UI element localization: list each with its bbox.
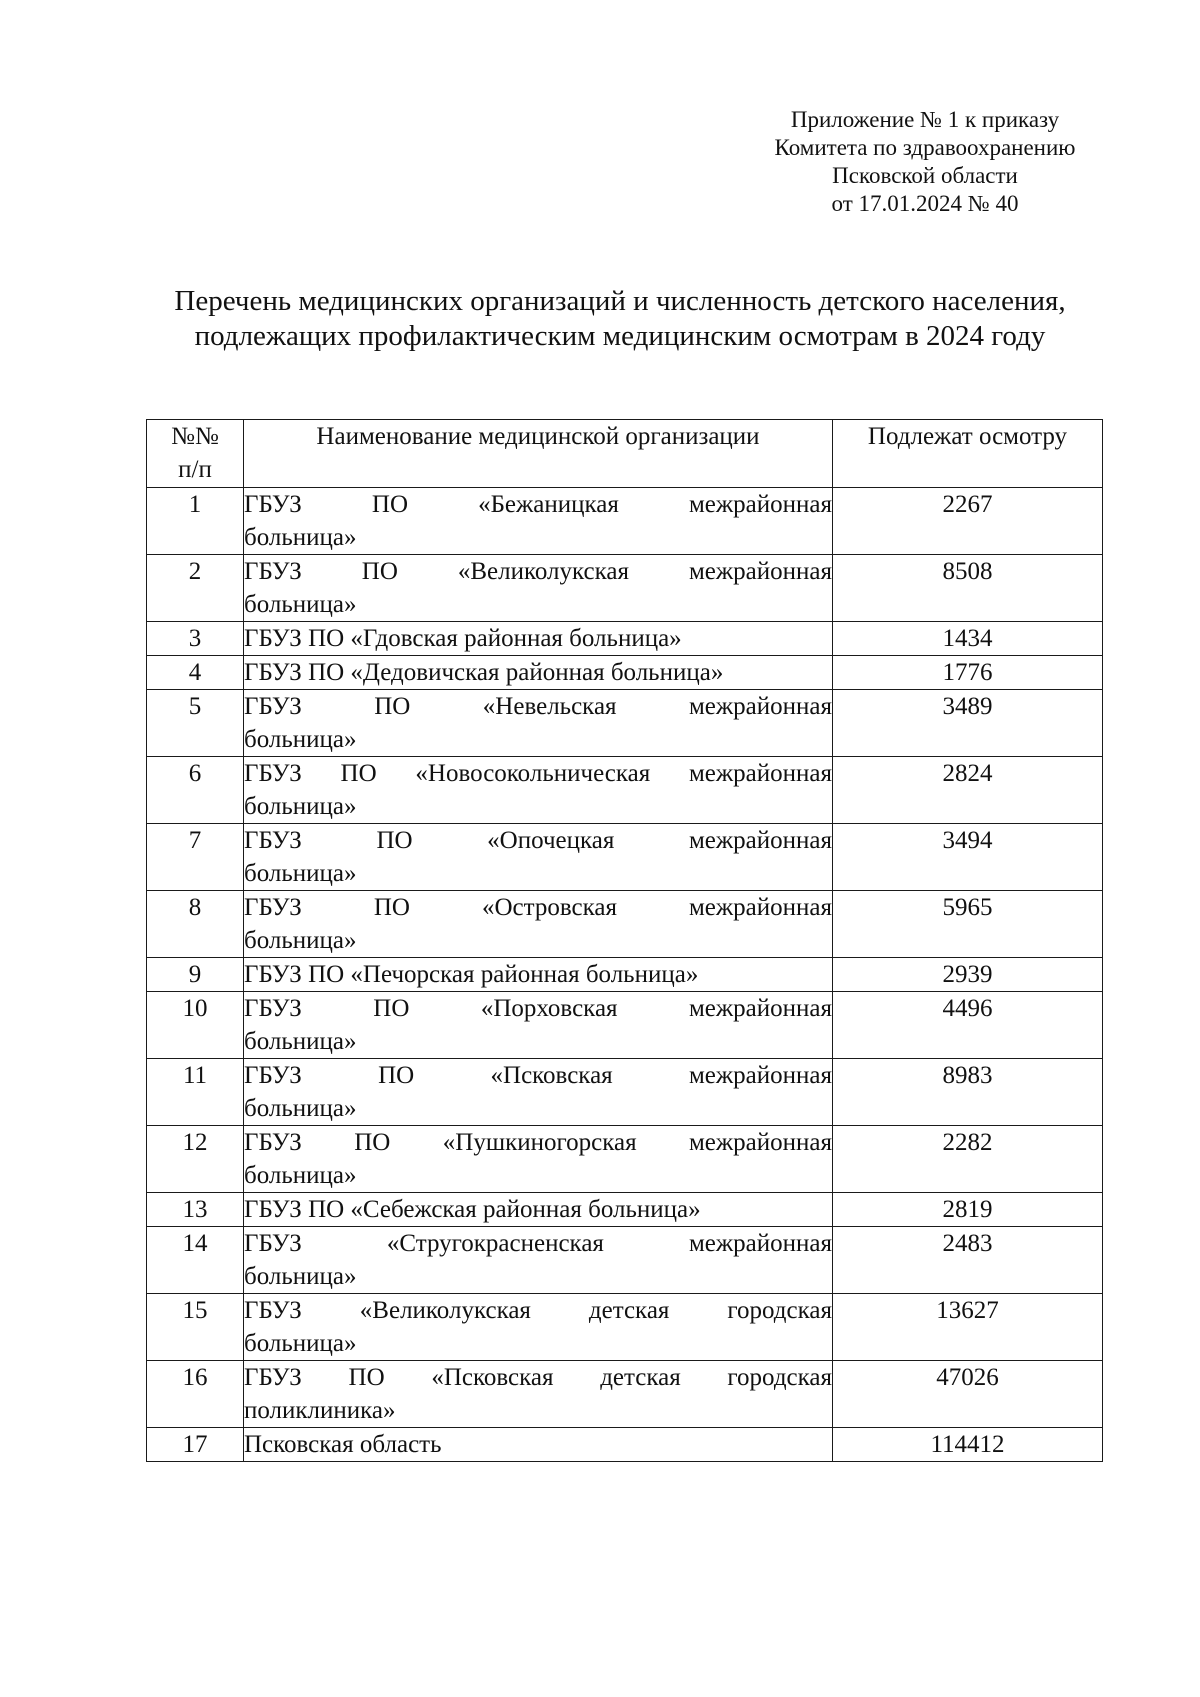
organization-name-line-1: ГБУЗ ПО «Невельская межрайонная xyxy=(244,693,832,720)
organization-name xyxy=(244,555,833,622)
table-row xyxy=(147,555,1103,622)
table-row xyxy=(147,891,1103,958)
table-row xyxy=(147,1059,1103,1126)
organization-name-line-2: больница» xyxy=(244,591,357,618)
organization-name xyxy=(244,488,833,555)
to-examine-count: 2939 xyxy=(833,958,1103,992)
to-examine-count: 1776 xyxy=(833,656,1103,690)
organization-name-line-1: ГБУЗ ПО «Псковская межрайонная xyxy=(244,1062,832,1089)
table-row xyxy=(147,824,1103,891)
document-title xyxy=(0,284,1200,354)
organization-name xyxy=(244,1193,833,1227)
table-row xyxy=(147,1126,1103,1193)
organization-name-line-1: ГБУЗ «Великолукская детская городская xyxy=(244,1297,832,1324)
to-examine-count: 47026 xyxy=(833,1361,1103,1428)
row-number: 12 xyxy=(147,1126,244,1193)
organization-name-line-2: больница» xyxy=(244,726,357,753)
table-row xyxy=(147,656,1103,690)
appendix-line-3: Псковской области xyxy=(832,163,1018,188)
to-examine-count: 3489 xyxy=(833,690,1103,757)
table-header-row xyxy=(147,420,1103,488)
table-row xyxy=(147,992,1103,1059)
row-number: 11 xyxy=(147,1059,244,1126)
organization-name-line-1: ГБУЗ ПО «Порховская межрайонная xyxy=(244,995,832,1022)
organization-name xyxy=(244,1294,833,1361)
organization-name-line-1: ГБУЗ ПО «Гдовская районная больница» xyxy=(244,625,682,652)
to-examine-count: 5965 xyxy=(833,891,1103,958)
appendix-line-2: Комитета по здравоохранению xyxy=(774,135,1076,160)
title-line-1: Перечень медицинских организаций и численность детского населения, xyxy=(174,285,1066,317)
row-number: 5 xyxy=(147,690,244,757)
row-number: 14 xyxy=(147,1227,244,1294)
organization-name-line-1: ГБУЗ ПО «Островская межрайонная xyxy=(244,894,832,921)
organizations-table xyxy=(146,419,1103,1462)
row-number: 7 xyxy=(147,824,244,891)
organization-name-line-1: ГБУЗ ПО «Новосокольническая межрайонная xyxy=(244,760,832,787)
organization-name-line-2: больница» xyxy=(244,1263,357,1290)
to-examine-count: 2483 xyxy=(833,1227,1103,1294)
organization-name-line-2: больница» xyxy=(244,860,357,887)
to-examine-count: 2267 xyxy=(833,488,1103,555)
appendix-line-1: Приложение № 1 к приказу xyxy=(790,107,1060,132)
header-organization-name: Наименование медицинской организации xyxy=(244,420,833,488)
row-number: 15 xyxy=(147,1294,244,1361)
organization-name xyxy=(244,824,833,891)
table-row xyxy=(147,488,1103,555)
table-row xyxy=(147,1361,1103,1428)
row-number: 10 xyxy=(147,992,244,1059)
row-number: 1 xyxy=(147,488,244,555)
organization-name xyxy=(244,1126,833,1193)
organization-name-line-1: ГБУЗ ПО «Псковская детская городская xyxy=(244,1364,832,1391)
to-examine-count: 1434 xyxy=(833,622,1103,656)
organization-name xyxy=(244,1428,833,1462)
organization-name-line-2: больница» xyxy=(244,1330,357,1357)
organization-name-line-1: Псковская область xyxy=(244,1431,442,1458)
row-number: 2 xyxy=(147,555,244,622)
organization-name xyxy=(244,622,833,656)
title-line-2: подлежащих профилактическим медицинским осмотрам в 2024 году xyxy=(194,320,1046,352)
to-examine-count: 8983 xyxy=(833,1059,1103,1126)
organization-name-line-1: ГБУЗ ПО «Пушкиногорская межрайонная xyxy=(244,1129,832,1156)
appendix-line-4: от 17.01.2024 № 40 xyxy=(831,191,1019,216)
organization-name xyxy=(244,656,833,690)
table-row xyxy=(147,1294,1103,1361)
organization-name-line-1: ГБУЗ ПО «Печорская районная больница» xyxy=(244,961,699,988)
table-row xyxy=(147,690,1103,757)
row-number: 17 xyxy=(147,1428,244,1462)
organization-name-line-2: больница» xyxy=(244,1028,357,1055)
table-row xyxy=(147,757,1103,824)
header-number-line-2: п/п xyxy=(178,456,212,483)
row-number: 4 xyxy=(147,656,244,690)
organization-name xyxy=(244,891,833,958)
to-examine-count: 4496 xyxy=(833,992,1103,1059)
organization-name-line-2: больница» xyxy=(244,1162,357,1189)
row-number: 6 xyxy=(147,757,244,824)
organization-name-line-1: ГБУЗ ПО «Дедовичская районная больница» xyxy=(244,659,724,686)
organization-name xyxy=(244,690,833,757)
organization-name-line-1: ГБУЗ ПО «Великолукская межрайонная xyxy=(244,558,832,585)
organization-name-line-1: ГБУЗ ПО «Бежаницкая межрайонная xyxy=(244,491,832,518)
to-examine-count: 8508 xyxy=(833,555,1103,622)
to-examine-count: 2819 xyxy=(833,1193,1103,1227)
organization-name xyxy=(244,992,833,1059)
to-examine-count: 13627 xyxy=(833,1294,1103,1361)
appendix-header xyxy=(740,106,1110,218)
organization-name-line-1: ГБУЗ ПО «Опочецкая межрайонная xyxy=(244,827,832,854)
row-number: 3 xyxy=(147,622,244,656)
table-row xyxy=(147,1428,1103,1462)
organization-name xyxy=(244,1361,833,1428)
table-row xyxy=(147,622,1103,656)
organization-name-line-2: поликлиника» xyxy=(244,1397,396,1424)
organization-name-line-2: больница» xyxy=(244,1095,357,1122)
table-row xyxy=(147,1193,1103,1227)
organization-name-line-2: больница» xyxy=(244,524,357,551)
table-body xyxy=(147,488,1103,1462)
header-number xyxy=(147,420,244,488)
row-number: 13 xyxy=(147,1193,244,1227)
organization-name-line-2: больница» xyxy=(244,793,357,820)
organization-name xyxy=(244,1227,833,1294)
organization-name-line-2: больница» xyxy=(244,927,357,954)
header-to-examine: Подлежат осмотру xyxy=(833,420,1103,488)
to-examine-count: 2824 xyxy=(833,757,1103,824)
to-examine-count: 3494 xyxy=(833,824,1103,891)
organization-name-line-1: ГБУЗ ПО «Себежская районная больница» xyxy=(244,1196,701,1223)
to-examine-count: 2282 xyxy=(833,1126,1103,1193)
table-row xyxy=(147,1227,1103,1294)
organization-name-line-1: ГБУЗ «Стругокрасненская межрайонная xyxy=(244,1230,832,1257)
to-examine-count: 114412 xyxy=(833,1428,1103,1462)
table-row xyxy=(147,958,1103,992)
organization-name xyxy=(244,757,833,824)
organization-name xyxy=(244,958,833,992)
row-number: 8 xyxy=(147,891,244,958)
organization-name xyxy=(244,1059,833,1126)
row-number: 16 xyxy=(147,1361,244,1428)
header-number-line-1: №№ xyxy=(171,423,219,450)
row-number: 9 xyxy=(147,958,244,992)
